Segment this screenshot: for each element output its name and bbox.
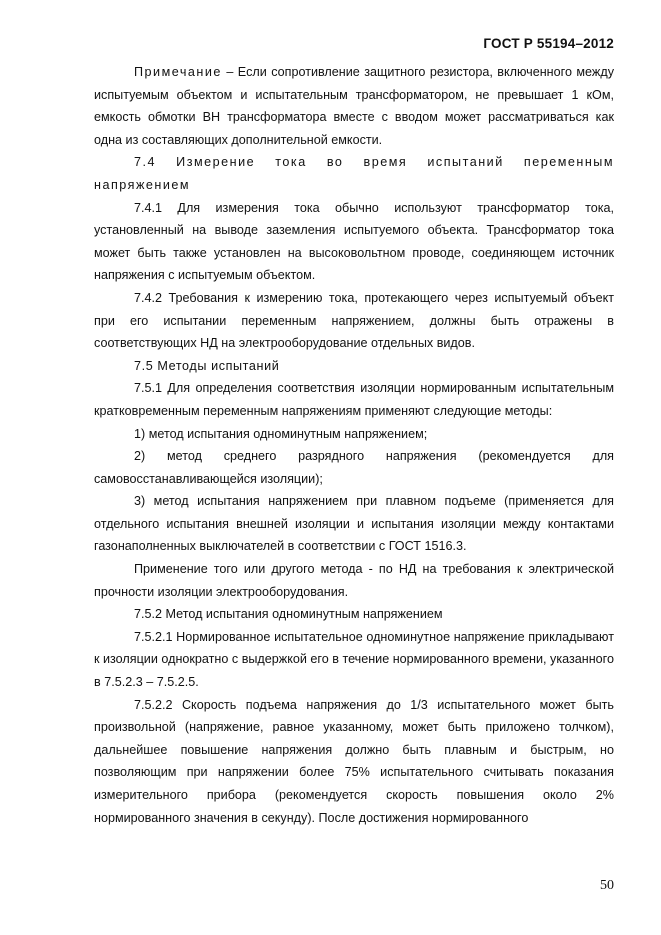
paragraph-7-5-2-2: 7.5.2.2 Скорость подъема напряжения до 1/3 испытательного может быть произвольной (напряжение, равное указанному, может быть приложено толчком), дальнейшее повышение напряжения должно быть плавным и быстрым, но позволяющим при напряжении более 75% испытательного считывать показания измерительного прибора (рекомендуется скорость повышения около 2% нормированного значения в секунду). После достижения нормированного (94, 697, 614, 825)
page-number: 50 (600, 878, 614, 893)
list-item-2: 2) метод среднего разрядного напряжения (рекомендуется для самовосстанавливающейся изоляции); (94, 449, 614, 486)
paragraph-7-4-2: 7.4.2 Требования к измерению тока, протекающего через испытуемый объект при его испытании переменным напряжением, должны быть отражены в соответствующих НД на электрооборудование отдельных видов. (94, 290, 614, 351)
note-text: – Если сопротивление защитного резистора, включенного между испытуемым объектом и испытательным трансформатором, не превышает 1 кОм, емкость обмотки ВН трансформатора вместе с вводом может рассматриваться как одна из составляющих дополнительной емкости. (94, 65, 614, 147)
paragraph-7-5-1: 7.5.1 Для определения соответствия изоляции нормированным испытательным кратковременным переменным напряжениям применяют следующие методы: (94, 381, 614, 418)
note-label: Примечание (134, 65, 222, 79)
paragraph-7-4-1: 7.4.1 Для измерения тока обычно используют трансформатор тока, установленный на выводе заземления испытуемого объекта. Трансформатор тока может быть также установлен на высоковольтном проводе, соединяющем источник напряжения с испытуемым объектом. (94, 200, 614, 283)
section-heading-7-4: 7.4 Измерение тока во время испытаний переменным напряжением (94, 155, 614, 192)
section-heading-7-5-2: 7.5.2 Метод испытания одноминутным напряжением (134, 607, 443, 622)
list-item-3: 3) метод испытания напряжением при плавном подъеме (применяется для отдельного испытания внешней изоляции и испытания изоляции между контактами газонаполненных выключателей в соответствии с ГОСТ 1516.3. (94, 494, 614, 554)
page-body (94, 61, 614, 829)
list-item-1: 1) метод испытания одноминутным напряжением; (134, 426, 428, 441)
paragraph-7-5-2-1: 7.5.2.1 Нормированное испытательное одноминутное напряжение прикладывают к изоляции однократно с выдержкой его в течение нормированного времени, указанного в 7.5.2.3 – 7.5.2.5. (94, 629, 614, 690)
section-heading-7-5: 7.5 Методы испытаний (134, 358, 280, 373)
note-paragraph (94, 61, 614, 151)
document-code-header: ГОСТ Р 55194–2012 (483, 36, 614, 51)
paragraph-application: Применение того или другого метода - по НД на требования к электрической прочности изоляции электрооборудования. (94, 562, 614, 599)
